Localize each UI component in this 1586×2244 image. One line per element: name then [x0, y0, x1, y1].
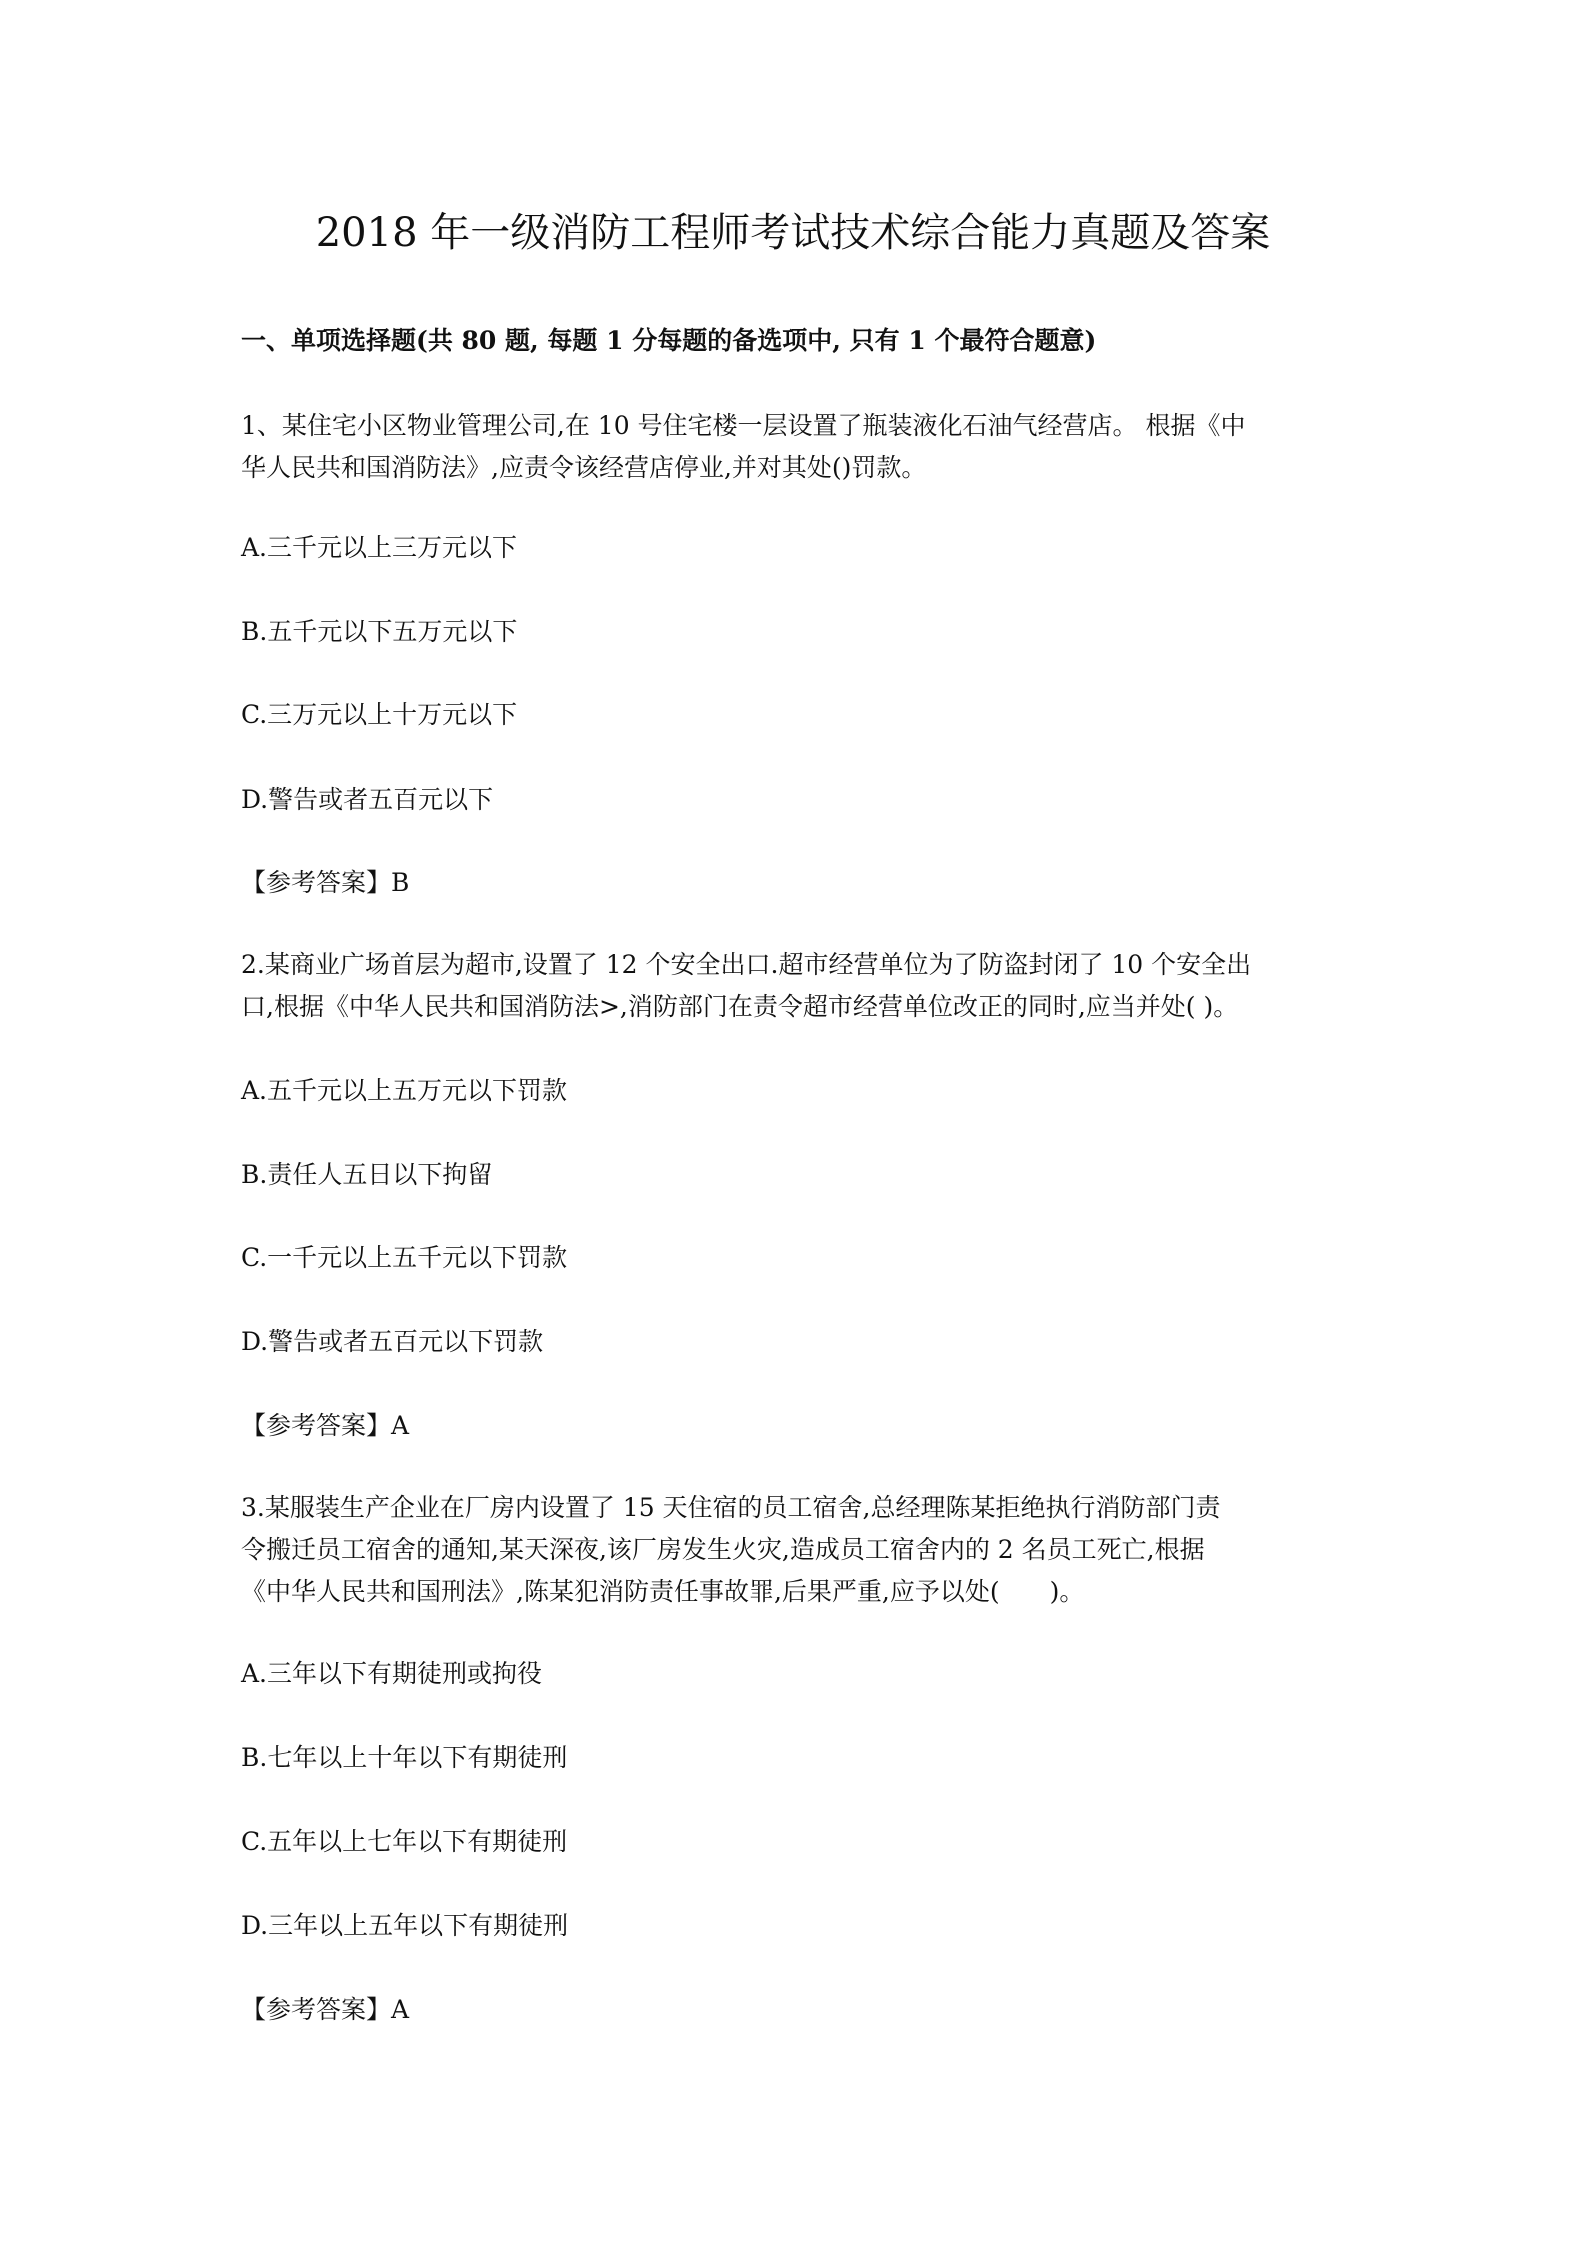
document-title: 2018 年一级消防工程师考试技术综合能力真题及答案: [315, 210, 1271, 256]
question-1-option-d: D.警告或者五百元以下: [241, 785, 494, 814]
question-stem-line: 《中华人民共和国刑法》,陈某犯消防责任事故罪,后果严重,应予以处( )。: [241, 1577, 1085, 1606]
question-3-option-b: B.七年以上十年以下有期徒刑: [241, 1743, 568, 1772]
question-2-stem: [241, 944, 1351, 1028]
question-1-option-c: C.三万元以上十万元以下: [241, 700, 518, 729]
question-3-option-a: A.三年以下有期徒刑或拘役: [241, 1659, 543, 1688]
question-3-option-c: C.五年以上七年以下有期徒刑: [241, 1827, 568, 1856]
question-2-option-b: B.责任人五日以下拘留: [241, 1160, 493, 1189]
question-stem-line: 3.某服装生产企业在厂房内设置了 15 天住宿的员工宿舍,总经理陈某拒绝执行消防部门责: [241, 1493, 1221, 1522]
question-stem-line: 1、某住宅小区物业管理公司,在 10 号住宅楼一层设置了瓶装液化石油气经营店。 根据《中: [241, 411, 1246, 440]
question-stem-line: 口,根据《中华人民共和国消防法>,消防部门在责令超市经营单位改正的同时,应当并处( )。: [241, 992, 1239, 1021]
question-2-option-c: C.一千元以上五千元以下罚款: [241, 1243, 568, 1272]
question-stem-line: 2.某商业广场首层为超市,设置了 12 个安全出口.超市经营单位为了防盗封闭了 10 个安全出: [241, 950, 1252, 979]
question-stem-line: 华人民共和国消防法》,应责令该经营店停业,并对其处()罚款。: [241, 453, 927, 482]
section-heading: 一、单项选择题(共 80 题, 每题 1 分每题的备选项中, 只有 1 个最符合题意): [241, 326, 1097, 355]
question-3-answer: 【参考答案】A: [241, 1995, 410, 2024]
question-1-answer: 【参考答案】B: [241, 868, 410, 897]
question-3-stem: [241, 1487, 1351, 1613]
question-stem-line: 令搬迁员工宿舍的通知,某天深夜,该厂房发生火灾,造成员工宿舍内的 2 名员工死亡,根据: [241, 1535, 1205, 1564]
question-3-option-d: D.三年以上五年以下有期徒刑: [241, 1911, 569, 1940]
question-1-option-b: B.五千元以下五万元以下: [241, 617, 518, 646]
question-2-option-a: A.五千元以上五万元以下罚款: [241, 1076, 568, 1105]
question-2-answer: 【参考答案】A: [241, 1411, 410, 1440]
question-1-stem: [241, 405, 1351, 489]
question-2-option-d: D.警告或者五百元以下罚款: [241, 1327, 544, 1356]
question-1-option-a: A.三千元以上三万元以下: [241, 533, 518, 562]
